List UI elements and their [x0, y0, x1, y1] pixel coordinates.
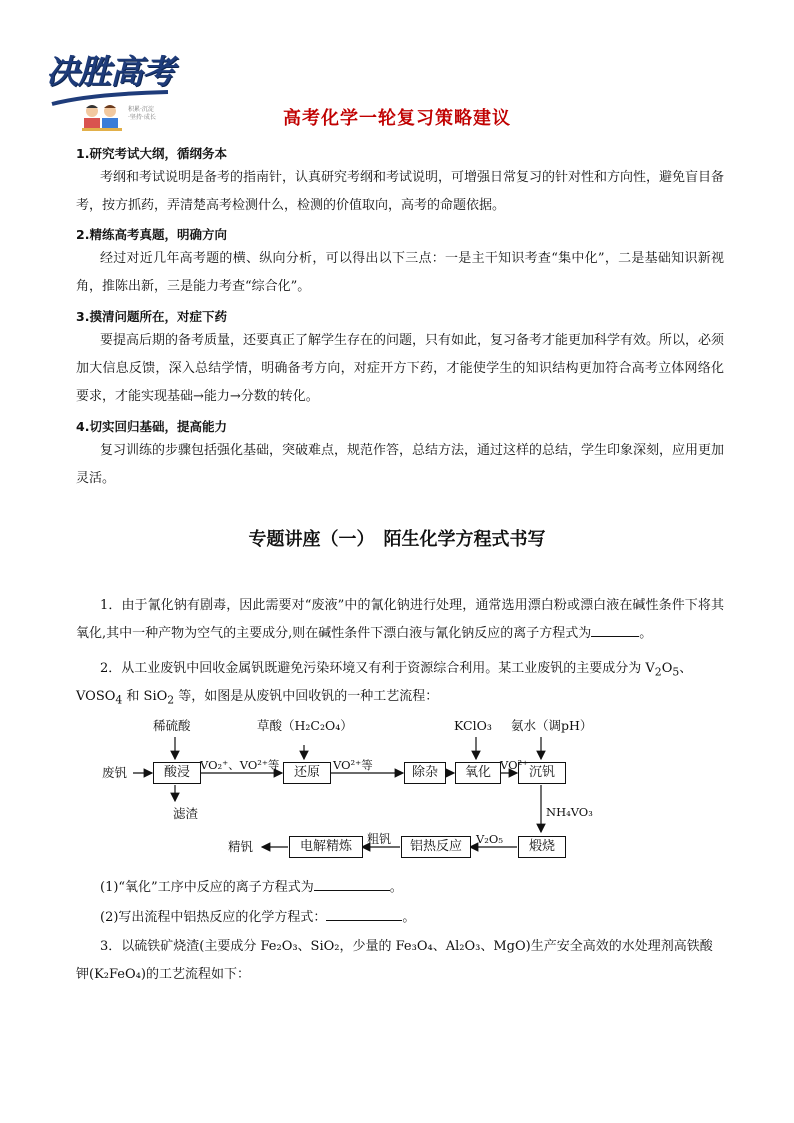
process-flow-diagram	[100, 715, 620, 865]
flow-arrow-label: VO₂⁺、VO²⁺等	[200, 758, 280, 772]
output-label: 精钒	[228, 839, 254, 854]
flow-arrow-label: 粗钒	[367, 832, 392, 846]
subscript: 2	[167, 693, 175, 707]
page-title: 高考化学一轮复习策略建议	[283, 108, 511, 129]
question-3	[76, 933, 724, 961]
flow-arrow-label: V₂O₅	[476, 832, 503, 846]
logo-small-text: 积累·沉淀 ·坚持·成长	[128, 106, 156, 121]
question-2-part-2-text: (2)写出流程中铝热反应的化学方程式：	[100, 910, 327, 925]
input-label: 废钒	[102, 765, 128, 780]
step-oxidize: 氧化	[455, 762, 501, 784]
flow-arrow-label: VO²⁺	[500, 758, 529, 772]
flow-arrow-label: NH₄VO₃	[546, 805, 593, 819]
answer-blank	[314, 876, 390, 891]
step-thermite: 铝热反应	[401, 836, 471, 858]
question-2-part-2-end: 。	[402, 910, 416, 925]
question-2-part-1-text: (1)“氧化”工序中反应的离子方程式为	[100, 880, 314, 895]
section-1-body: 考纲和考试说明是备考的指南针，认真研究考纲和考试说明，可增强日常复习的针对性和方向性，避免盲目备考，按方抓药，弄清楚高考检测什么，检测的价值取向，高考的命题依据。	[76, 170, 725, 213]
reagent-label: 草酸（H₂C₂O₄）	[257, 718, 353, 733]
question-2-text: 2．从工业废钒中回收金属钒既避免污染环境又有利于资源综合利用。某工业废钒的主要成分为 V	[100, 661, 655, 676]
step-precipitate: 沉钒	[518, 762, 566, 784]
section-1-heading: 1.研究考试大纲，循纲务本	[76, 146, 227, 161]
section-4-body: 复习训练的步骤包括强化基础，突破难点，规范作答，总结方法，通过这样的总结，学生印象深刻，应用更加灵活。	[76, 443, 725, 486]
step-electrorefine: 电解精炼	[289, 836, 363, 858]
filter-residue-label: 滤渣	[173, 806, 199, 821]
step-acid-leach: 酸浸	[153, 762, 201, 784]
reagent-label: 氨水（调pH）	[511, 718, 593, 733]
reagent-label: KClO₃	[454, 718, 492, 733]
question-2-part-1	[100, 876, 403, 898]
subscript: 2	[654, 665, 662, 679]
lecture-title: 专题讲座（一） 陌生化学方程式书写	[248, 529, 546, 550]
section-3-body: 要提高后期的备考质量，还要真正了解学生存在的问题，只有如此，复习备考才能更加科学有效。所以，必须加大信息反馈，深入总结学情，明确备考方向，对症开方下药，才能使学生的知识结构更加符合高考立体网络化要求，才能实现基础→能力→分数的转化。	[76, 333, 725, 404]
step-purify: 除杂	[404, 762, 446, 784]
logo-text: 决胜高考	[46, 52, 174, 91]
question-1	[76, 592, 724, 648]
question-2-text: VOSO	[76, 689, 116, 704]
reagent-label: 稀硫酸	[153, 718, 191, 733]
question-2-text: 和 SiO	[122, 689, 168, 704]
step-calcine: 煅烧	[518, 836, 566, 858]
subscript: 4	[115, 693, 123, 707]
question-2-part-1-end: 。	[389, 880, 403, 895]
answer-blank	[591, 622, 639, 637]
question-2-text-o: O	[661, 661, 673, 676]
question-2	[76, 655, 724, 687]
step-reduce: 还原	[283, 762, 331, 784]
question-3-line-2	[76, 961, 724, 989]
question-2-line-2	[76, 683, 724, 715]
answer-blank	[326, 906, 402, 921]
question-2-text-sep: 、	[679, 661, 693, 676]
section-2-heading: 2.精练高考真题，明确方向	[76, 227, 227, 242]
flow-arrow-label: VO²⁺等	[333, 758, 373, 772]
question-1-end: 。	[639, 626, 653, 641]
section-4-heading: 4.切实回归基础，提高能力	[76, 419, 227, 434]
question-2-part-2	[100, 906, 415, 928]
section-3-heading: 3.摸清问题所在，对症下药	[76, 309, 227, 324]
section-2-body: 经过对近几年高考题的横、纵向分析，可以得出以下三点：一是主干知识考查“集中化”，二是基础知识新视角，推陈出新，三是能力考查“综合化”。	[76, 251, 724, 294]
subscript: 5	[672, 665, 680, 679]
question-3-text: 3．以硫铁矿烧渣(主要成分 Fe₂O₃、SiO₂，少量的 Fe₃O₄、Al₂O₃、MgO)生产安全高效的水处理剂高铁酸	[100, 939, 713, 954]
question-1-text: 1．由于氰化钠有剧毒，因此需要对“废液”中的氰化钠进行处理，通常选用漂白粉或漂白液在碱性条件下将其氧化,其中一种产物为空气的主要成分,则在碱性条件下漂白液与氰化钠反应的离子方程式为	[76, 598, 724, 641]
question-2-text: 等，如图是从废钒中回收钒的一种工艺流程：	[174, 689, 439, 704]
question-3-text: 钾(K₂FeO₄)的工艺流程如下：	[76, 967, 250, 982]
